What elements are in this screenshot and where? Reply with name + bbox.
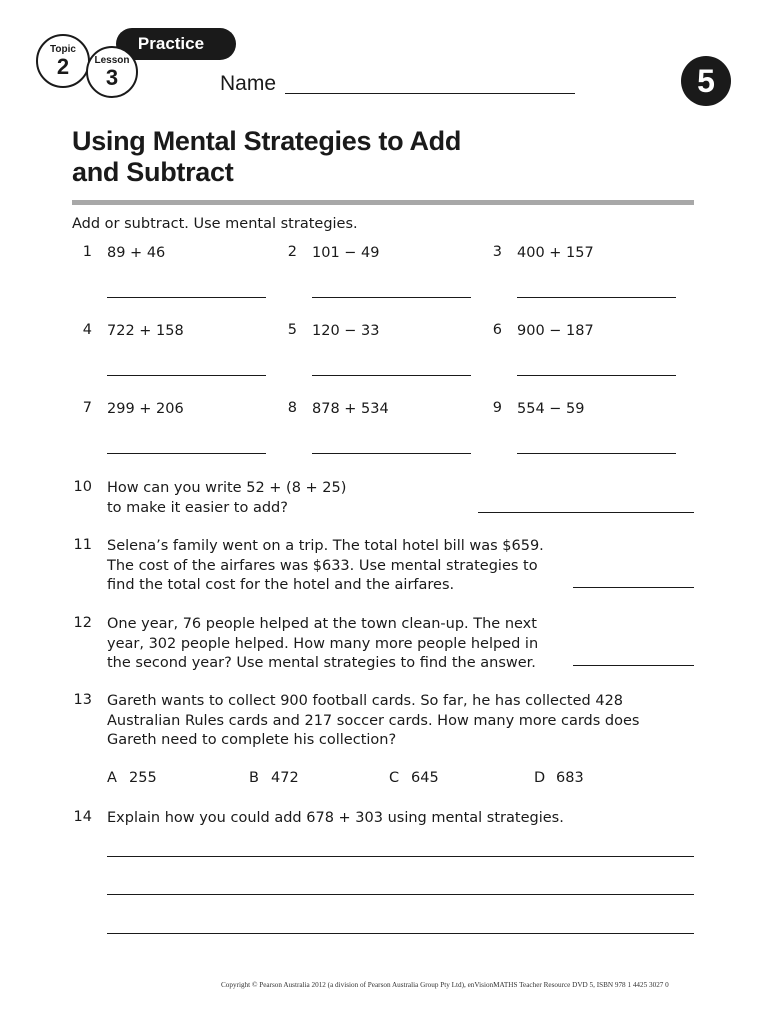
answer-line[interactable] xyxy=(107,375,266,376)
choice-letter: C xyxy=(389,770,400,786)
answer-line[interactable] xyxy=(312,453,471,454)
question-number: 12 xyxy=(73,615,92,631)
question-13-text xyxy=(107,692,639,751)
question-number: 13 xyxy=(73,692,92,708)
topic-badge xyxy=(36,34,90,88)
question-number: 1 xyxy=(82,244,92,260)
lesson-number: 3 xyxy=(105,65,119,90)
answer-line[interactable] xyxy=(573,665,694,666)
question-line: How can you write 52 + (8 + 25) xyxy=(107,480,347,496)
question-line: One year, 76 people helped at the town clean-up. The next xyxy=(107,616,537,632)
question-number: 7 xyxy=(82,400,92,416)
question-number: 2 xyxy=(287,244,297,260)
question-expression: 400 + 157 xyxy=(517,245,594,261)
question-number: 14 xyxy=(73,809,92,825)
choice-value: 645 xyxy=(411,770,439,786)
title-line-1: Using Mental Strategies to Add xyxy=(72,126,462,156)
answer-line[interactable] xyxy=(107,933,694,934)
lesson-badge xyxy=(86,46,138,98)
question-line: The cost of the airfares was $633. Use mental strategies to xyxy=(107,557,538,574)
name-field[interactable] xyxy=(285,93,575,94)
answer-line[interactable] xyxy=(107,856,694,857)
question-line: find the total cost for the hotel and the airfares. xyxy=(107,577,455,593)
question-expression: 900 − 187 xyxy=(517,323,594,339)
question-expression: 722 + 158 xyxy=(107,323,184,339)
answer-line[interactable] xyxy=(312,375,471,376)
question-12-text xyxy=(107,615,538,674)
choice-a[interactable] xyxy=(107,770,157,786)
choice-letter: A xyxy=(107,770,117,786)
choice-value: 255 xyxy=(129,770,157,786)
topic-label: Topic xyxy=(50,44,76,55)
answer-line[interactable] xyxy=(517,375,676,376)
question-number: 8 xyxy=(287,400,297,416)
choice-letter: B xyxy=(249,770,259,786)
choice-b[interactable] xyxy=(249,770,299,786)
question-expression: 89 + 46 xyxy=(107,245,166,261)
name-label: Name xyxy=(220,72,277,95)
choice-c[interactable] xyxy=(389,770,439,786)
page-number-badge: 5 xyxy=(681,56,731,106)
answer-line[interactable] xyxy=(107,297,266,298)
title-line-2: and Subtract xyxy=(72,157,234,187)
page-title xyxy=(72,126,592,188)
answer-line[interactable] xyxy=(573,587,694,588)
question-number: 9 xyxy=(492,400,502,416)
question-line: Selena’s family went on a trip. The total hotel bill was $659. xyxy=(107,538,544,554)
question-line: to make it easier to add? xyxy=(107,499,288,516)
answer-line[interactable] xyxy=(107,453,266,454)
question-line: year, 302 people helped. How many more people helped in xyxy=(107,635,539,652)
question-number: 5 xyxy=(287,322,297,338)
question-number: 10 xyxy=(73,479,92,495)
question-line: Australian Rules cards and 217 soccer cards. How many more cards does xyxy=(107,712,640,729)
choice-d[interactable] xyxy=(534,770,584,786)
answer-line[interactable] xyxy=(312,297,471,298)
question-14-text: Explain how you could add 678 + 303 using mental strategies. xyxy=(107,810,564,826)
question-number: 6 xyxy=(492,322,502,338)
answer-line[interactable] xyxy=(478,512,694,513)
answer-line[interactable] xyxy=(517,453,676,454)
lesson-label: Lesson xyxy=(94,55,130,66)
question-line: Gareth wants to collect 900 football cards. So far, he has collected 428 xyxy=(107,693,624,709)
instructions: Add or subtract. Use mental strategies. xyxy=(72,216,358,232)
question-number: 3 xyxy=(492,244,502,260)
question-line: Gareth need to complete his collection? xyxy=(107,732,397,748)
question-number: 11 xyxy=(73,537,92,553)
question-expression: 101 − 49 xyxy=(312,245,380,261)
title-divider xyxy=(72,200,694,205)
question-expression: 554 − 59 xyxy=(517,401,585,417)
question-expression: 878 + 534 xyxy=(312,401,389,417)
choice-letter: D xyxy=(534,770,546,786)
question-10-text xyxy=(107,479,346,518)
question-number: 4 xyxy=(82,322,92,338)
topic-number: 2 xyxy=(56,54,70,79)
practice-label: Practice xyxy=(116,28,236,60)
question-expression: 120 − 33 xyxy=(312,323,380,339)
question-expression: 299 + 206 xyxy=(107,401,184,417)
answer-line[interactable] xyxy=(107,894,694,895)
answer-line[interactable] xyxy=(517,297,676,298)
question-line: the second year? Use mental strategies to find the answer. xyxy=(107,655,536,671)
copyright-notice: Copyright © Pearson Australia 2012 (a division of Pearson Australia Group Pty Ltd), enVisionMATHS Teacher Resource DVD 5, ISBN 978 1 4425 3027 0 xyxy=(221,981,669,989)
choice-value: 472 xyxy=(271,770,299,786)
choice-value: 683 xyxy=(556,770,584,786)
question-11-text xyxy=(107,537,544,596)
